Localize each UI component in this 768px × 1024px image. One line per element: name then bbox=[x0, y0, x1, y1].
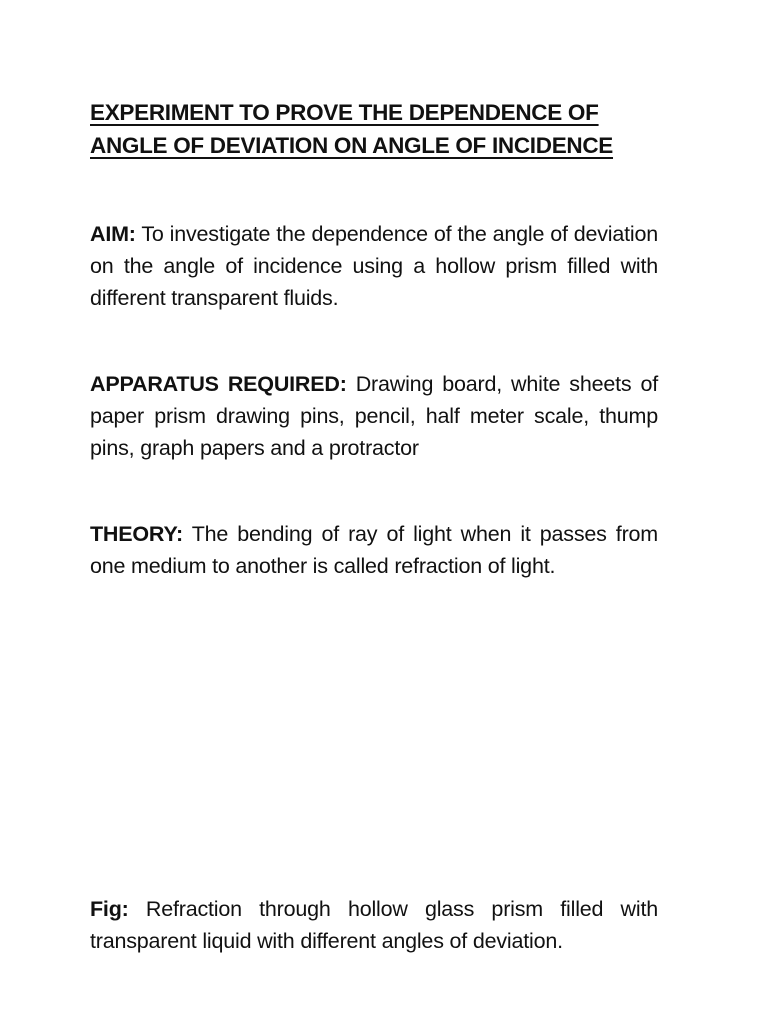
aim-text: To investigate the dependence of the angle of deviation on the angle of incidence using a hollow prism filled with different transparent fluids. bbox=[90, 222, 658, 310]
theory-section bbox=[90, 518, 658, 582]
figure-label: Fig: bbox=[90, 897, 129, 921]
document-page bbox=[90, 0, 658, 1024]
apparatus-label: APPARATUS REQUIRED: bbox=[90, 372, 347, 396]
figure-caption-text: Refraction through hollow glass prism filled with transparent liquid with different angles of deviation. bbox=[90, 897, 658, 953]
aim-label: AIM: bbox=[90, 222, 136, 246]
figure-placeholder bbox=[90, 600, 658, 870]
title-line-1: EXPERIMENT TO PROVE THE DEPENDENCE OF bbox=[90, 100, 599, 125]
figure-caption bbox=[90, 893, 658, 957]
document-title bbox=[90, 96, 658, 162]
theory-text: The bending of ray of light when it passes from one medium to another is called refraction of light. bbox=[90, 522, 658, 578]
theory-label: THEORY: bbox=[90, 522, 183, 546]
title-line-2: ANGLE OF DEVIATION ON ANGLE OF INCIDENCE bbox=[90, 133, 614, 158]
apparatus-text: Drawing board, white sheets of paper prism drawing pins, pencil, half meter scale, thump pins, graph papers and a protractor bbox=[90, 372, 658, 460]
apparatus-section bbox=[90, 368, 658, 464]
aim-section bbox=[90, 218, 658, 314]
